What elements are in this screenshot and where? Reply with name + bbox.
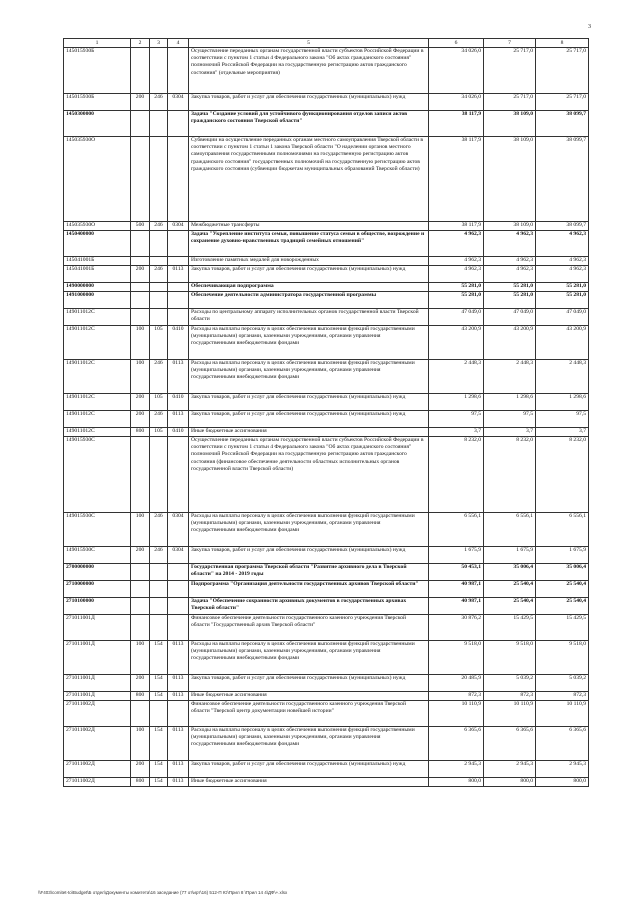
table-row [64,266,589,283]
cell-value-1: 38 117,9 [429,137,484,222]
cell-code: 271011001Д [64,675,131,692]
cell-value-1: 3,7 [429,428,484,437]
cell-name: Обеспечивающая подпрограмма [189,283,429,292]
cell-value-2: 4 962,3 [484,257,536,266]
table-row [64,581,589,598]
table-row [64,326,589,360]
cell-value-1: 8 232,0 [429,437,484,513]
cell-vr [131,48,150,94]
cell-value-2: 2 448,3 [484,360,536,394]
cell-vr [131,137,150,222]
header-cell: 7 [484,39,536,48]
cell-value-1: 55 281,0 [429,292,484,309]
cell-name: Закупка товаров, работ и услуг для обеспечения государственных (муниципальных) нужд [189,675,429,692]
cell-pr: 0304 [168,513,189,547]
cell-value-3: 55 281,0 [536,283,589,292]
cell-name: Государственная программа Тверской области "Развитие архивного дела в Тверской области" на 2014 - 2019 годы [189,564,429,581]
cell-value-1: 34 026,0 [429,48,484,94]
cell-name: Осуществление переданных органам государственной власти субъектов Российской Федерации в соответствии с пунктом 1 статьи 4 Федерального закона "Об актах гражданского состояния" полномочий Российской Федерации на государственную регистрацию актов гражданского состояния" (отдельные мероприятия) [189,48,429,94]
cell-value-3: 25 540,4 [536,581,589,598]
cell-pr [168,564,189,581]
table-row [64,564,589,581]
cell-value-2: 10 110,9 [484,701,536,727]
table-row [64,675,589,692]
cell-value-2: 55 281,0 [484,283,536,292]
cell-rz: 246 [150,513,168,547]
cell-value-3: 25 717,0 [536,94,589,111]
cell-name: Закупка товаров, работ и услуг для обеспечения государственных (муниципальных) нужд [189,547,429,564]
cell-vr: 500 [131,222,150,231]
cell-pr [168,437,189,513]
cell-value-2: 55 281,0 [484,292,536,309]
file-path-footer: \\F403\comitet-to\Budget\Б отдел\Документы комитета\16 заседание (77 от\ирт\16) 512-П Ю\Прил 8 \Прил 14 4\ДФ\+.xlsx [38,890,288,895]
cell-pr [168,615,189,641]
cell-code: 149011012С [64,309,131,326]
cell-value-3: 4 962,3 [536,266,589,283]
cell-name: Закупка товаров, работ и услуг для обеспечения государственных (муниципальных) нужд [189,394,429,411]
cell-code: 2710000000 [64,581,131,598]
cell-value-1: 30 876,2 [429,615,484,641]
cell-pr: 0113 [168,266,189,283]
cell-code: 145015930Б [64,94,131,111]
cell-rz [150,309,168,326]
budget-table [63,38,589,787]
cell-vr: 200 [131,266,150,283]
cell-rz [150,292,168,309]
cell-value-3: 800,0 [536,778,589,787]
table-row [64,641,589,675]
table-row [64,231,589,257]
cell-value-1: 20 485,9 [429,675,484,692]
cell-rz: 246 [150,547,168,564]
cell-name: Изготовление памятных медалей для новорожденных [189,257,429,266]
cell-pr [168,137,189,222]
cell-value-3: 25 540,4 [536,598,589,615]
table-row [64,761,589,778]
cell-value-3: 4 962,3 [536,257,589,266]
cell-vr: 100 [131,360,150,394]
cell-rz [150,137,168,222]
cell-pr [168,598,189,615]
cell-value-1: 38 117,9 [429,111,484,137]
cell-pr: 0304 [168,222,189,231]
cell-value-2: 15 429,5 [484,615,536,641]
header-cell: 1 [64,39,131,48]
cell-pr [168,283,189,292]
table-row [64,394,589,411]
cell-vr [131,257,150,266]
cell-rz: 154 [150,761,168,778]
cell-name: Закупка товаров, работ и услуг для обеспечения государственных (муниципальных) нужд [189,94,429,111]
cell-value-3: 872,3 [536,692,589,701]
cell-pr: 0410 [168,394,189,411]
cell-value-2: 25 540,4 [484,581,536,598]
cell-name: Расходы на выплаты персоналу в целях обеспечения выполнения функций государственными (муниципальными) органами, казенными учреждениями, органами управления государственными внебюджетными фондами [189,727,429,761]
cell-code: 271011002Д [64,701,131,727]
cell-rz [150,598,168,615]
cell-value-3: 1 298,6 [536,394,589,411]
cell-value-1: 40 987,1 [429,581,484,598]
cell-value-3: 43 200,9 [536,326,589,360]
cell-rz [150,231,168,257]
cell-pr: 0113 [168,675,189,692]
cell-name: Задача "Укрепление института семьи, повышение статуса семьи в обществе, возрождение и сохранение духовно-нравственных традиций семейных отношений" [189,231,429,257]
cell-value-2: 4 962,3 [484,231,536,257]
cell-value-3: 97,5 [536,411,589,428]
cell-value-3: 25 717,0 [536,48,589,94]
cell-value-3: 2 448,3 [536,360,589,394]
cell-value-2: 5 039,2 [484,675,536,692]
cell-pr [168,292,189,309]
cell-rz: 105 [150,394,168,411]
cell-value-3: 38 099,7 [536,137,589,222]
cell-value-2: 1 298,6 [484,394,536,411]
cell-rz: 246 [150,266,168,283]
cell-value-2: 872,3 [484,692,536,701]
cell-code: 1450400000 [64,231,131,257]
cell-pr: 0113 [168,641,189,675]
cell-name: Иные бюджетные ассигнования [189,428,429,437]
cell-rz: 246 [150,94,168,111]
cell-rz [150,283,168,292]
cell-pr: 0410 [168,428,189,437]
cell-rz: 154 [150,692,168,701]
cell-value-3: 1 675,9 [536,547,589,564]
cell-name: Межбюджетные трансферты [189,222,429,231]
cell-rz [150,581,168,598]
cell-value-2: 25 540,4 [484,598,536,615]
cell-vr: 800 [131,692,150,701]
cell-code: 1491000000 [64,292,131,309]
cell-pr: 0304 [168,547,189,564]
table-row [64,137,589,222]
cell-value-1: 43 200,9 [429,326,484,360]
cell-value-2: 3,7 [484,428,536,437]
cell-rz: 246 [150,360,168,394]
cell-code: 2700000000 [64,564,131,581]
cell-vr: 100 [131,727,150,761]
cell-rz [150,564,168,581]
cell-code: 271011001Д [64,615,131,641]
cell-value-2: 35 006,4 [484,564,536,581]
cell-vr: 200 [131,394,150,411]
cell-rz [150,257,168,266]
cell-code: 145035930О [64,137,131,222]
table-row [64,292,589,309]
cell-code: 149011012С [64,428,131,437]
cell-value-3: 38 099,7 [536,222,589,231]
cell-value-1: 40 987,1 [429,598,484,615]
cell-value-1: 38 117,9 [429,222,484,231]
cell-name: Подпрограмма "Организация деятельности государственных архивов Тверской области" [189,581,429,598]
cell-pr: 0113 [168,692,189,701]
table-row [64,411,589,428]
cell-name: Закупка товаров, работ и услуг для обеспечения государственных (муниципальных) нужд [189,411,429,428]
cell-code: 149015930С [64,437,131,513]
header-cell: 2 [131,39,150,48]
cell-vr: 100 [131,326,150,360]
cell-vr [131,598,150,615]
cell-vr [131,564,150,581]
cell-name: Расходы на выплаты персоналу в целях обеспечения выполнения функций государственными (муниципальными) органами, казенными учреждениями, органами управления государственными внебюджетными фондами [189,326,429,360]
cell-rz [150,701,168,727]
cell-rz [150,437,168,513]
cell-value-3: 6 365,6 [536,727,589,761]
cell-code: 1450300000 [64,111,131,137]
header-cell: 6 [429,39,484,48]
table-row [64,309,589,326]
cell-value-1: 2 945,3 [429,761,484,778]
table-header-row [64,39,589,48]
cell-vr [131,581,150,598]
cell-value-2: 43 200,9 [484,326,536,360]
cell-value-1: 10 110,9 [429,701,484,727]
cell-code: 271011001Д [64,692,131,701]
page-number: 3 [588,24,591,30]
cell-value-2: 9 518,0 [484,641,536,675]
cell-rz: 154 [150,675,168,692]
cell-code: 1490000000 [64,283,131,292]
cell-code: 271011002Д [64,761,131,778]
cell-value-2: 47 049,0 [484,309,536,326]
cell-value-2: 38 109,0 [484,137,536,222]
cell-value-3: 5 039,2 [536,675,589,692]
cell-value-3: 9 518,0 [536,641,589,675]
cell-rz [150,615,168,641]
cell-value-2: 4 962,3 [484,266,536,283]
cell-value-3: 35 006,4 [536,564,589,581]
cell-value-1: 800,0 [429,778,484,787]
cell-value-1: 97,5 [429,411,484,428]
cell-vr: 200 [131,675,150,692]
cell-vr [131,231,150,257]
cell-vr: 800 [131,428,150,437]
cell-code: 2710100000 [64,598,131,615]
table-row [64,111,589,137]
table-row [64,615,589,641]
cell-value-1: 1 298,6 [429,394,484,411]
table-row [64,701,589,727]
cell-code: 271011001Д [64,641,131,675]
cell-vr: 100 [131,641,150,675]
cell-vr [131,283,150,292]
cell-value-1: 1 675,9 [429,547,484,564]
cell-name: Осуществление переданных органам государственной власти субъектов Российской Федерации в соответствии с пунктом 1 статьи 4 Федерального закона "Об актах гражданского состояния" полномочий Российской Федерации на государственную регистрацию актов гражданского состояния (финансовое обеспечение деятельности областных исполнительных органов государственной власти Тверской области) [189,437,429,513]
cell-value-2: 8 232,0 [484,437,536,513]
cell-rz [150,48,168,94]
cell-vr [131,111,150,137]
cell-name: Расходы по центральному аппарату исполнительных органов государственной власти Тверской области [189,309,429,326]
cell-value-1: 2 448,3 [429,360,484,394]
cell-rz: 154 [150,778,168,787]
cell-rz: 105 [150,428,168,437]
cell-pr: 0113 [168,778,189,787]
cell-vr: 200 [131,411,150,428]
cell-value-2: 38 109,0 [484,111,536,137]
cell-value-2: 6 365,6 [484,727,536,761]
cell-code: 149015930С [64,513,131,547]
cell-pr [168,111,189,137]
cell-vr: 200 [131,94,150,111]
header-cell: 3 [150,39,168,48]
cell-pr: 0410 [168,326,189,360]
cell-vr [131,701,150,727]
cell-pr [168,257,189,266]
cell-name: Иные бюджетные ассигнования [189,692,429,701]
cell-value-1: 34 026,0 [429,94,484,111]
cell-vr: 200 [131,547,150,564]
cell-value-3: 10 110,9 [536,701,589,727]
cell-code: 271011002Д [64,727,131,761]
cell-vr [131,292,150,309]
cell-vr [131,615,150,641]
cell-value-2: 38 109,0 [484,222,536,231]
header-cell: 5 [189,39,429,48]
table-row [64,222,589,231]
cell-value-3: 55 281,0 [536,292,589,309]
table-row [64,598,589,615]
cell-pr [168,581,189,598]
cell-value-1: 47 049,0 [429,309,484,326]
cell-code: 145041001Б [64,257,131,266]
cell-vr: 200 [131,761,150,778]
cell-value-3: 2 945,3 [536,761,589,778]
cell-value-1: 872,3 [429,692,484,701]
cell-value-2: 25 717,0 [484,94,536,111]
table-row [64,48,589,94]
cell-rz: 246 [150,411,168,428]
table-row [64,692,589,701]
cell-value-2: 1 675,9 [484,547,536,564]
cell-value-3: 38 099,7 [536,111,589,137]
cell-code: 149011012С [64,394,131,411]
table-row [64,283,589,292]
table-row [64,94,589,111]
cell-value-2: 25 717,0 [484,48,536,94]
table-row [64,360,589,394]
cell-value-3: 8 232,0 [536,437,589,513]
cell-value-3: 6 556,1 [536,513,589,547]
cell-rz: 154 [150,641,168,675]
cell-name: Закупка товаров, работ и услуг для обеспечения государственных (муниципальных) нужд [189,266,429,283]
cell-value-3: 3,7 [536,428,589,437]
cell-value-1: 50 453,1 [429,564,484,581]
cell-pr: 0304 [168,94,189,111]
cell-value-1: 4 962,3 [429,231,484,257]
cell-value-2: 800,0 [484,778,536,787]
cell-pr: 0113 [168,761,189,778]
table-row [64,257,589,266]
cell-code: 145035930О [64,222,131,231]
cell-value-2: 2 945,3 [484,761,536,778]
cell-name: Задача "Создание условий для устойчивого функционирования отделов записи актов гражданского состояния Тверской области" [189,111,429,137]
cell-code: 149011012С [64,326,131,360]
cell-name: Расходы на выплаты персоналу в целях обеспечения выполнения функций государственными (муниципальными) органами, казенными учреждениями, органами управления государственными внебюджетными фондами [189,513,429,547]
table-row [64,513,589,547]
cell-name: Закупка товаров, работ и услуг для обеспечения государственных (муниципальных) нужд [189,761,429,778]
cell-code: 145041001Б [64,266,131,283]
cell-rz [150,111,168,137]
cell-value-1: 55 281,0 [429,283,484,292]
cell-pr: 0113 [168,727,189,761]
cell-code: 149011012С [64,360,131,394]
cell-rz: 105 [150,326,168,360]
cell-pr [168,231,189,257]
cell-vr: 100 [131,513,150,547]
cell-name: Иные бюджетные ассигнования [189,778,429,787]
cell-value-3: 47 049,0 [536,309,589,326]
cell-pr [168,701,189,727]
cell-name: Финансовое обеспечение деятельности государственного казенного учреждения Тверской области "Государственный архив Тверской области" [189,615,429,641]
cell-name: Обеспечение деятельности администратора государственной программы [189,292,429,309]
cell-pr: 0113 [168,411,189,428]
cell-value-2: 6 556,1 [484,513,536,547]
cell-value-2: 97,5 [484,411,536,428]
cell-value-1: 9 518,0 [429,641,484,675]
cell-code: 149011012С [64,411,131,428]
cell-rz: 154 [150,727,168,761]
cell-value-1: 6 365,6 [429,727,484,761]
header-cell: 8 [536,39,589,48]
cell-name: Задача "Обеспечение сохранности архивных документов в государственных архивах Тверской области" [189,598,429,615]
table-row [64,727,589,761]
cell-vr: 800 [131,778,150,787]
cell-value-1: 4 962,3 [429,257,484,266]
cell-vr [131,437,150,513]
cell-vr [131,309,150,326]
table-row [64,428,589,437]
cell-code: 149015930С [64,547,131,564]
cell-name: Субвенции на осуществление переданных органам местного самоуправления Тверской области в соответствии с пунктом 1 статьи 1 закона Тверской области "О наделении органов местного самоуправления государственными полномочиями на государственную регистрацию актов гражданского состояния" государственных полномочий на государственную регистрацию актов гражданского состояния (субвенции бюджетам муниципальных образований Тверской области) [189,137,429,222]
table-row [64,778,589,787]
cell-rz: 246 [150,222,168,231]
cell-value-3: 4 962,3 [536,231,589,257]
cell-code: 145015930Б [64,48,131,94]
table-row [64,547,589,564]
table-row [64,437,589,513]
cell-value-1: 6 556,1 [429,513,484,547]
cell-value-1: 4 962,3 [429,266,484,283]
cell-pr [168,48,189,94]
cell-pr [168,309,189,326]
cell-name: Финансовое обеспечение деятельности государственного казенного учреждения Тверской области "Тверской центр документации новейшей истории" [189,701,429,727]
cell-pr: 0113 [168,360,189,394]
header-cell: 4 [168,39,189,48]
cell-value-3: 15 429,5 [536,615,589,641]
cell-code: 271011002Д [64,778,131,787]
cell-name: Расходы на выплаты персоналу в целях обеспечения выполнения функций государственными (муниципальными) органами, казенными учреждениями, органами управления государственными внебюджетными фондами [189,360,429,394]
cell-name: Расходы на выплаты персоналу в целях обеспечения выполнения функций государственными (муниципальными) органами, казенными учреждениями, органами управления государственными внебюджетными фондами [189,641,429,675]
